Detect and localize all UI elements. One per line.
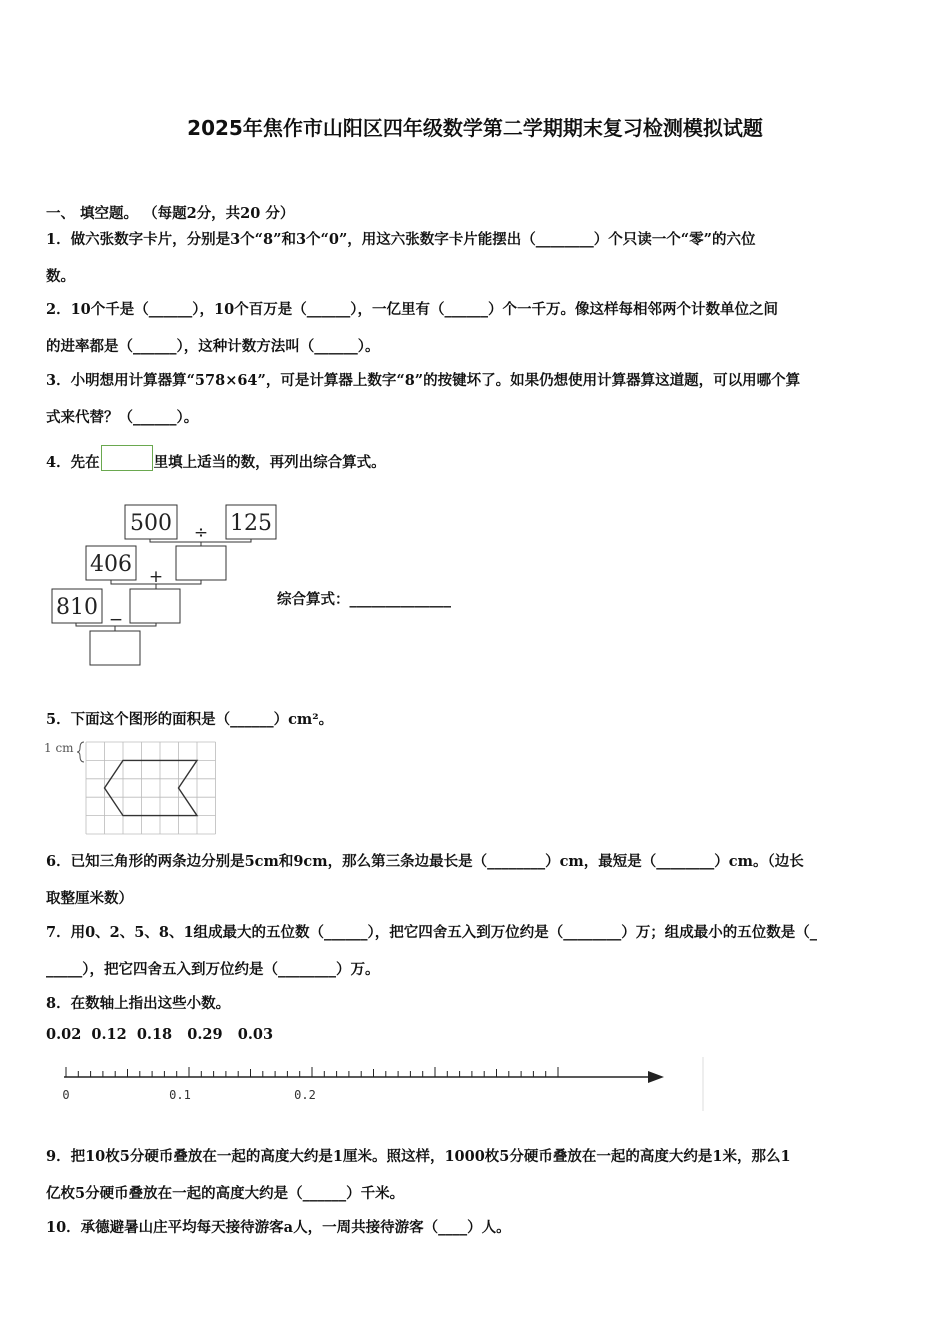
question-3-line-1: 3．小明想用计算器算“578×64”，可是计算器上数字“8”的按键坏了。如果仍想使用计算器算这道题，可以用哪个算: [46, 372, 801, 389]
question-1-line-1: 1．做六张数字卡片，分别是3个“8”和3个“0”，用这六张数字卡片能摆出（________）个只读一个“零”的六位: [46, 231, 756, 248]
minus-operator: −: [108, 610, 124, 630]
question-1-line-2: 数。: [46, 268, 75, 285]
question-6-line-2: 取整厘米数）: [46, 890, 133, 907]
question-8-values: 0.02 0.12 0.18 0.29 0.03: [46, 1026, 274, 1043]
answer-box-sum: [130, 589, 180, 623]
question-8-text: 8．在数轴上指出这些小数。: [46, 995, 231, 1012]
box-500-label: 500: [130, 511, 172, 536]
answer-box-sample: [101, 445, 153, 471]
divide-operator: ÷: [193, 523, 209, 543]
box-810-label: 810: [56, 595, 98, 620]
number-line-label-0-1: 0.1: [169, 1088, 191, 1102]
question-4-formula-label: 综合算式：______________: [277, 591, 451, 608]
question-2-line-1: 2．10个千是（______），10个百万是（______），一亿里有（______）个一千万。像这样每相邻两个计数单位之间: [46, 301, 778, 318]
question-7-line-2: _____），把它四舍五入到万位约是（________）万。: [46, 961, 380, 978]
section-heading: 一、 填空题。 （每题2分，共20 分）: [46, 205, 295, 222]
box-406-label: 406: [90, 552, 132, 577]
number-line: [50, 1055, 710, 1115]
question-10-text: 10．承德避暑山庄平均每天接待游客a人，一周共接待游客（____）人。: [46, 1219, 511, 1236]
question-7-line-1: 7．用0、2、5、8、1组成最大的五位数（______），把它四舍五入到万位约是（________）万；组成最小的五位数是（_: [46, 924, 818, 941]
question-3-line-2: 式来代替？（______）。: [46, 409, 199, 426]
answer-box-quotient: [176, 546, 226, 580]
box-125-label: 125: [230, 511, 272, 536]
scale-label: 1 cm: [44, 741, 74, 755]
answer-box-result: [90, 631, 140, 665]
question-4-prefix: 4．先在: [46, 454, 100, 471]
arrow-right-icon: [648, 1071, 664, 1083]
question-5-text: 5．下面这个图形的面积是（______）cm²。: [46, 711, 334, 728]
question-4-text: [46, 445, 908, 472]
grid-figure: [44, 738, 219, 838]
question-2-line-2: 的进率都是（______），这种计数方法叫（______）。: [46, 338, 380, 355]
question-6-line-1: 6．已知三角形的两条边分别是5cm和9cm，那么第三条边最长是（________）cm，最短是（________）cm。（边长: [46, 853, 804, 870]
calculation-tree-diagram: [46, 498, 286, 673]
question-9-line-2: 亿枚5分硬币叠放在一起的高度大约是（______）千米。: [46, 1185, 405, 1202]
page-title: 2025年焦作市山阳区四年级数学第二学期期末复习检测模拟试题: [187, 116, 763, 140]
plus-operator: +: [148, 567, 164, 587]
question-9-line-1: 9．把10枚5分硬币叠放在一起的高度大约是1厘米。照这样，1000枚5分硬币叠放在一起的高度大约是1米，那么1: [46, 1148, 791, 1165]
number-line-label-0: 0: [62, 1088, 70, 1102]
hexagon-shape: [105, 760, 198, 815]
number-line-label-0-2: 0.2: [294, 1088, 316, 1102]
question-4-suffix: 里填上适当的数，再列出综合算式。: [153, 454, 386, 471]
